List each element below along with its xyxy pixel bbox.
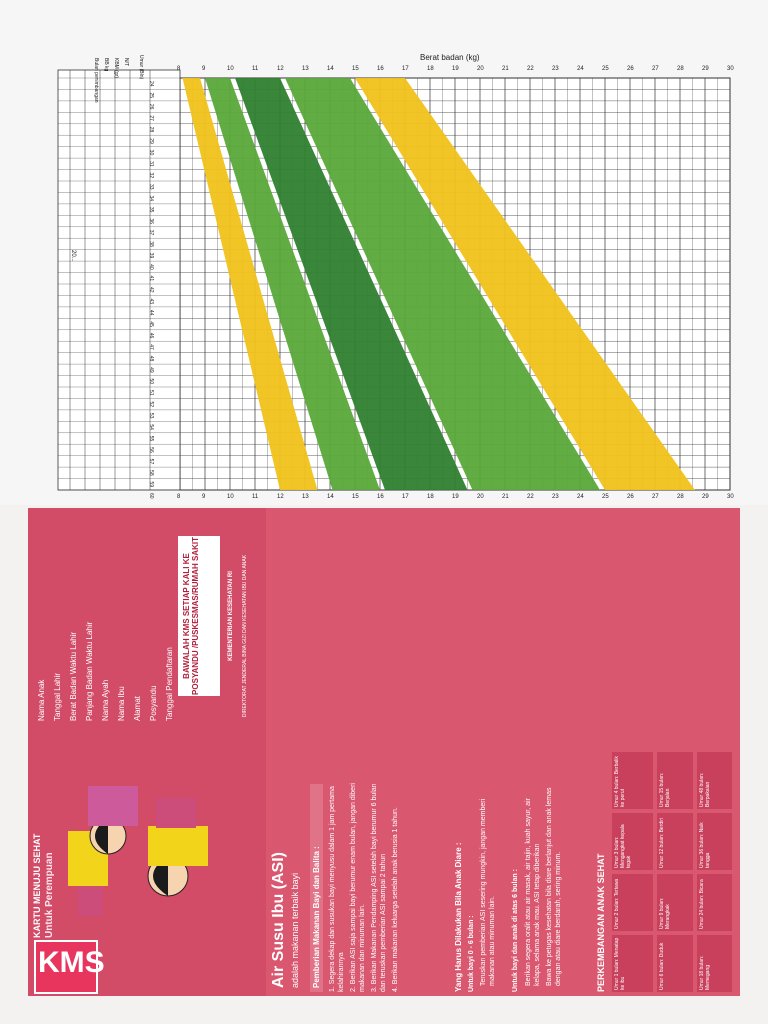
- weight-tick-bottom: 14: [327, 494, 334, 500]
- weight-tick-top: 26: [627, 66, 634, 72]
- weight-tick-top: 12: [277, 66, 284, 72]
- weight-tick-top: 15: [352, 66, 359, 72]
- recording-table: [58, 70, 180, 490]
- kms-leaflet: [28, 508, 740, 996]
- cover-panel: [28, 508, 266, 996]
- age-tick: 50: [148, 378, 154, 385]
- diarrhea-header: Yang Harus Dilakukan Bila Anak Diare :: [454, 842, 463, 992]
- weight-tick-top: 23: [552, 66, 559, 72]
- weight-tick-top: 16: [377, 66, 384, 72]
- weight-tick-top: 11: [252, 66, 259, 72]
- diarrhea-6plus-list: [524, 782, 563, 986]
- field-mother-name: Nama Ibu: [117, 686, 126, 721]
- age-tick: 56: [148, 447, 154, 453]
- row-label: Bulan penimbangan: [93, 58, 99, 103]
- age-tick: 39: [148, 252, 154, 259]
- milestone-grid: [612, 752, 732, 992]
- diarrhea-0-6-text: Teruskan pemberian ASI sesering mungkin, jangan memberi makanan atau minuman lain.: [480, 798, 496, 986]
- age-tick: 34: [148, 195, 154, 202]
- age-tick: 33: [148, 184, 154, 190]
- weight-tick-top: 8: [177, 66, 181, 72]
- weight-tick-top: 29: [702, 66, 709, 72]
- milestone: Umur 15 bulan: Berjalan: [657, 752, 692, 809]
- diarrhea-6plus: Untuk bayi dan anak di atas 6 bulan :: [512, 869, 519, 992]
- field-registration-date: Tanggal Pendaftaran: [165, 647, 174, 721]
- weight-tick-bottom: 28: [677, 494, 684, 500]
- kms-subtitle: KARTU MENUJU SEHAT: [32, 833, 42, 938]
- weight-tick-top: 19: [452, 66, 459, 72]
- weight-tick-bottom: 16: [377, 494, 384, 500]
- age-tick: 38: [148, 241, 154, 247]
- weight-tick-top: 9: [202, 66, 206, 72]
- weight-tick-bottom: 29: [702, 494, 709, 500]
- diarrhea-item: Berikan segera oralit atau air masak, air tajin, kuah sayur, air kelapa, selama anak mau. ASI tetap diberikan: [525, 798, 541, 986]
- age-tick: 58: [148, 470, 154, 476]
- weight-tick-bottom: 18: [427, 494, 434, 500]
- milestone: Umur 4 bulan: Berbalik ke perut: [612, 752, 653, 809]
- growth-chart-page: [0, 0, 768, 505]
- weight-tick-bottom: 20: [477, 494, 484, 500]
- weight-tick-top: 25: [602, 66, 609, 72]
- weight-axis-title: Berat badan (kg): [420, 53, 480, 62]
- milestone: Umur 3 bulan: Mengangkat kepala tegak: [612, 813, 653, 870]
- weight-tick-top: 20: [477, 66, 484, 72]
- weight-tick-bottom: 27: [652, 494, 659, 500]
- weight-tick-top: 13: [302, 66, 309, 72]
- milestone: Umur 6 bulan: Duduk: [657, 935, 692, 992]
- age-tick: 24: [148, 81, 154, 87]
- registration-fields: [34, 516, 194, 721]
- age-tick: 55: [148, 435, 154, 442]
- age-tick: 41: [148, 275, 154, 282]
- field-child-name: Nama Anak: [37, 679, 46, 721]
- weight-tick-bottom: 26: [627, 494, 634, 500]
- feeding-item: 4. Berikan makanan keluarga setelah anak berusia 1 tahun.: [392, 807, 399, 992]
- weight-tick-top: 28: [677, 66, 684, 72]
- diarrhea-item: Bawa ke petugas kesehatan bila diare berlanjut dan anak lemas dengan atau diare berdarah, sering minum.: [546, 787, 562, 986]
- field-posyandu: Posyandu: [149, 685, 158, 721]
- children-illustration: [48, 716, 248, 936]
- field-father-name: Nama Ayah: [101, 679, 110, 721]
- feeding-header: Pemberian Makanan Bayi dan Balita :: [310, 784, 323, 992]
- weight-tick-bottom: 25: [602, 494, 609, 500]
- weight-tick-bottom: 30: [727, 494, 734, 500]
- weight-tick-top: 27: [652, 66, 659, 72]
- weight-tick-top: 17: [402, 66, 409, 72]
- weight-tick-bottom: 17: [402, 494, 409, 500]
- weight-tick-top: 21: [502, 66, 509, 72]
- weight-tick-bottom: 9: [202, 494, 206, 500]
- weight-tick-bottom: 12: [277, 494, 284, 500]
- weight-tick-bottom: 24: [577, 494, 584, 500]
- age-tick: 52: [148, 401, 154, 408]
- age-tick: 30: [148, 149, 154, 156]
- milestone: Umur 2 bulan: Tertawa: [612, 874, 653, 931]
- feeding-item: 2. Berikan ASI saja sampai bayi berumur enam bulan, jangan diberi makanan dan minuman lain.: [350, 783, 366, 992]
- age-axis-label: Umur (Bln): [138, 55, 144, 80]
- row-label: KBM (gr): [113, 58, 119, 78]
- asi-title: Air Susu Ibu (ASI): [270, 852, 287, 988]
- weight-tick-top: 30: [727, 66, 734, 72]
- weight-tick-bottom: 11: [252, 494, 259, 500]
- field-birth-length: Panjang Badan Waktu Lahir: [85, 621, 94, 721]
- age-tick: 25: [148, 92, 154, 99]
- weight-tick-top: 14: [327, 66, 334, 72]
- field-birth-date: Tanggal Lahir: [53, 672, 62, 721]
- info-panel: [266, 508, 740, 996]
- kms-leaflet-content: [28, 508, 740, 996]
- feeding-item: 1. Segera dekap dan susukan bayi menyusu dalam 1 jam pertama kelahirannya: [329, 786, 345, 992]
- age-tick: 32: [148, 172, 154, 179]
- for-girls-label: Untuk Perempuan: [44, 852, 55, 938]
- age-tick: 43: [148, 298, 154, 305]
- growth-chart: [0, 0, 768, 505]
- age-tick: 54: [148, 424, 154, 430]
- age-tick: 57: [148, 458, 154, 465]
- milestone: Umur 9 bulan: Merangkak: [657, 874, 692, 931]
- age-tick: 44: [148, 309, 154, 316]
- age-tick: 28: [148, 126, 154, 133]
- weight-tick-bottom: 21: [502, 494, 509, 500]
- age-tick: 40: [148, 264, 154, 270]
- ministry-label: KEMENTERIAN KESEHATAN RI: [228, 571, 234, 661]
- feeding-list: [328, 782, 403, 992]
- notice-box: [178, 536, 220, 696]
- milestone: Umur 48 bulan: Berpakaian: [697, 752, 732, 809]
- age-tick: 53: [148, 412, 154, 419]
- year-mark: 20...: [70, 250, 76, 262]
- weight-tick-bottom: 10: [227, 494, 234, 500]
- age-tick: 49: [148, 367, 154, 373]
- feeding-item: 3. Berikan Makanan Pendamping ASI setelah bayi berumur 6 bulan dan teruskan pemberian ASI sampai 2 tahun: [371, 783, 387, 992]
- milestone: Umur 36 bulan: Naik tangga: [697, 813, 732, 870]
- milestone: Umur 12 bulan: Berdiri: [657, 813, 692, 870]
- weight-tick-top: 18: [427, 66, 434, 72]
- age-tick: 48: [148, 355, 154, 362]
- weight-tick-top: 24: [577, 66, 584, 72]
- diarrhea-0-6: Untuk bayi 0 - 6 bulan :: [468, 915, 475, 992]
- development-title: PERKEMBANGAN ANAK SEHAT: [596, 853, 606, 992]
- age-tick: 29: [148, 138, 154, 144]
- milestone: Umur 1 bulan: Menatap ke ibu: [612, 935, 653, 992]
- asi-subtitle: adalah makanan terbaik bayi: [290, 872, 300, 988]
- milestone: Umur 18 bulan: Memegang: [697, 935, 732, 992]
- age-tick: 45: [148, 321, 154, 327]
- weight-tick-bottom: 13: [302, 494, 309, 500]
- row-label: N/T: [123, 58, 129, 67]
- age-tick: 35: [148, 206, 154, 213]
- field-address: Alamat: [133, 696, 142, 721]
- weight-tick-bottom: 15: [352, 494, 359, 500]
- weight-tick-bottom: 23: [552, 494, 559, 500]
- age-tick: 51: [148, 390, 154, 396]
- age-tick: 46: [148, 332, 154, 339]
- weight-tick-top: 22: [527, 66, 534, 72]
- kms-logo: [34, 940, 105, 994]
- age-tick: 27: [148, 115, 154, 121]
- kms-logo-text: KMS: [38, 946, 105, 979]
- milestone: Umur 24 bulan: Bicara: [697, 874, 732, 931]
- age-tick: 37: [148, 229, 154, 236]
- weight-tick-top: 10: [227, 66, 234, 72]
- notice-text: BAWALAH KMS SETIAP KALI KE POSYANDU /PUSKESMAS/RUMAH SAKIT: [182, 537, 200, 695]
- age-tick: 31: [148, 161, 154, 167]
- age-tick: 47: [148, 344, 154, 350]
- age-tick: 42: [148, 287, 154, 293]
- weight-tick-bottom: 8: [177, 494, 181, 500]
- directorate-label: DIREKTORAT JENDERAL BINA GIZI DAN KESEHATAN IBU DAN ANAK: [242, 554, 248, 718]
- age-tick: 59: [148, 481, 154, 488]
- field-birth-weight: Berat Badan Waktu Lahir: [69, 631, 78, 721]
- age-tick: 26: [148, 103, 154, 110]
- weight-tick-bottom: 22: [527, 494, 534, 500]
- row-label: BB kg: [103, 58, 109, 72]
- weight-tick-bottom: 19: [452, 494, 459, 500]
- age-tick: 60: [148, 493, 154, 499]
- age-tick: 36: [148, 218, 154, 224]
